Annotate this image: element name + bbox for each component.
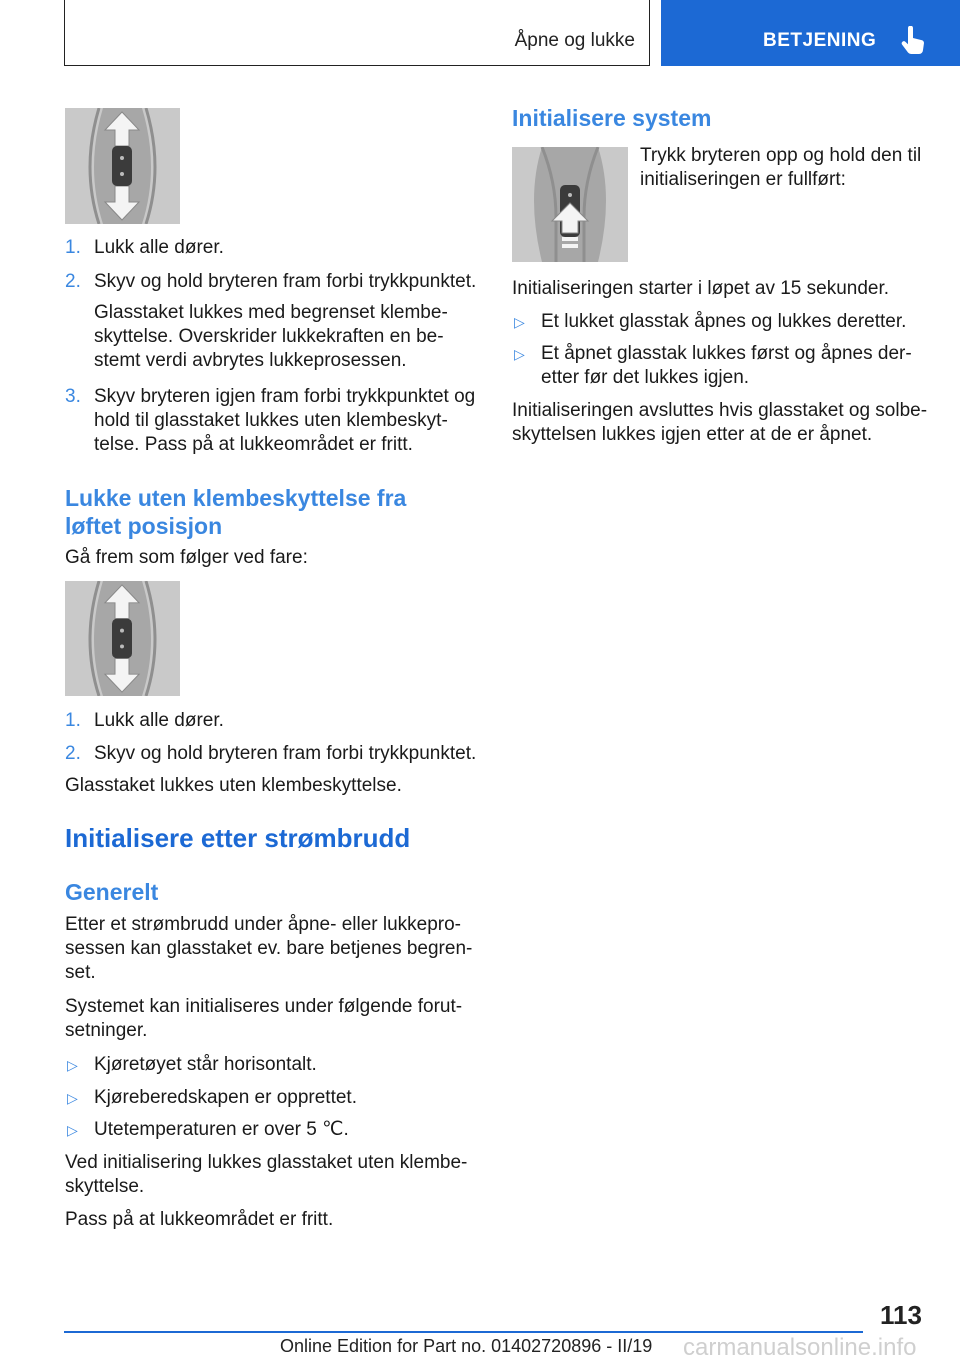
bullet-triangle-icon: ▷ — [67, 1057, 78, 1073]
paragraph: Initialiseringen starter i løpet av 15 sekunder. — [512, 278, 890, 299]
condition-item: Utetemperaturen er over 5 ℃. — [94, 1119, 349, 1140]
switch-push-forward-illustration — [65, 108, 180, 224]
page-number: 113 — [880, 1300, 922, 1330]
bullet-item: Et åpnet glasstak lukkes først og åpnes der- etter før det lukkes igjen. — [541, 343, 912, 388]
switch-push-forward-illustration — [65, 581, 180, 696]
hand-pointer-icon — [899, 26, 927, 56]
step-number: 2. — [65, 743, 81, 764]
main-heading: Initialisere etter strømbrudd — [65, 823, 411, 853]
paragraph: Pass på at lukkeområdet er fritt. — [65, 1209, 334, 1230]
bullet-triangle-icon: ▷ — [514, 346, 525, 362]
footer-edition: Online Edition for Part no. 01402720896 - II/19 — [280, 1336, 653, 1356]
step-number: 1. — [65, 710, 81, 731]
header-section-box — [64, 0, 650, 66]
bullet-triangle-icon: ▷ — [67, 1090, 78, 1106]
header-section-title: Åpne og lukke — [514, 30, 635, 51]
step-text: Skyv bryteren igjen fram forbi trykkpunktet og hold til glasstaket lukkes uten klembeskyt- telse. Pass på at lukkeområdet er fritt. — [94, 386, 476, 455]
step-number: 2. — [65, 271, 81, 292]
step-note: Glasstaket lukkes med begrenset klembe- skyttelse. Overskrider lukkekraften en be- stemt verdi avbrytes lukkeprosessen. — [94, 302, 448, 371]
section-heading: Lukke uten klembeskyttelse fra løftet posisjon — [65, 485, 407, 539]
step-number: 1. — [65, 237, 81, 258]
subsection-heading: Generelt — [65, 879, 159, 905]
paragraph: Ved initialisering lukkes glasstaket uten klembe- skyttelse. — [65, 1152, 468, 1197]
section-intro: Trykk bryteren opp og hold den til initialiseringen er fullført: — [640, 145, 922, 190]
paragraph: Systemet kan initialiseres under følgende forut- setninger. — [65, 996, 463, 1041]
condition-item: Kjøretøyet står horisontalt. — [94, 1054, 317, 1075]
paragraph: Etter et strømbrudd under åpne- eller lukkepro- sessen kan glasstaket ev. bare betjenes begren- set. — [65, 914, 473, 983]
step-number: 3. — [65, 386, 81, 407]
paragraph: Initialiseringen avsluttes hvis glasstaket og solbe- skyttelsen lukkes igjen etter at de er åpnet. — [512, 400, 928, 445]
step-text: Lukk alle dører. — [94, 710, 224, 731]
switch-push-up-illustration — [512, 147, 628, 262]
section-result: Glasstaket lukkes uten klembeskyttelse. — [65, 775, 402, 796]
section-heading: Initialisere system — [512, 105, 712, 131]
step-text: Skyv og hold bryteren fram forbi trykkpunktet. — [94, 743, 477, 764]
watermark: carmanualsonline.info — [683, 1334, 917, 1361]
condition-item: Kjøreberedskapen er opprettet. — [94, 1087, 357, 1108]
footer-divider — [64, 1331, 863, 1333]
header-chapter-tab — [661, 0, 960, 66]
bullet-triangle-icon: ▷ — [67, 1122, 78, 1138]
section-intro: Gå frem som følger ved fare: — [65, 547, 308, 568]
bullet-triangle-icon: ▷ — [514, 314, 525, 330]
header-chapter-title: BETJENING — [763, 30, 877, 51]
bullet-item: Et lukket glasstak åpnes og lukkes deretter. — [541, 311, 907, 332]
step-text: Lukk alle dører. — [94, 237, 224, 258]
step-text: Skyv og hold bryteren fram forbi trykkpunktet. — [94, 271, 477, 292]
